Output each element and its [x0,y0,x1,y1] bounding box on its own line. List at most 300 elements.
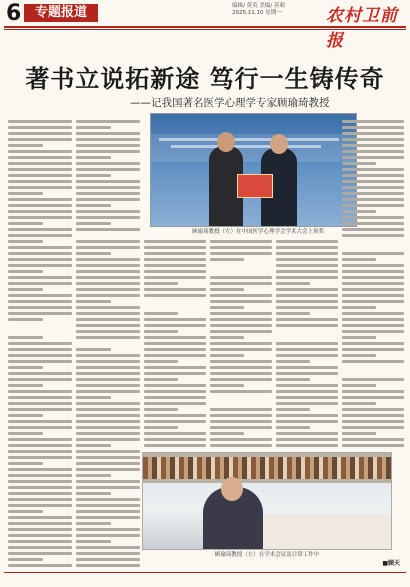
text-line [276,318,338,321]
text-line [76,120,140,123]
article-headline: 著书立说拓新途 笃行一生铸传奇 [25,64,385,93]
text-line [8,510,43,513]
section-label: 专题报道 [24,4,98,22]
text-line [8,306,72,309]
text-line [76,222,111,225]
text-line [8,540,72,543]
text-line [144,324,206,327]
text-line [8,168,72,171]
text-line [8,186,72,189]
text-line [76,540,111,543]
text-line [76,264,140,267]
text-line [276,366,338,369]
text-line [144,240,206,243]
books [143,457,391,479]
certificate [237,174,273,198]
text-line [8,192,43,195]
header-rule-thin [4,29,406,30]
text-line [8,516,72,519]
text-line [8,564,72,567]
text-line [76,354,140,357]
text-line [144,378,178,381]
text-line [342,216,404,219]
text-line [210,288,244,291]
text-line [76,150,140,153]
text-line [342,354,376,357]
page-number: 6 [6,1,22,26]
text-line [342,288,404,291]
text-line [276,348,338,351]
text-line [8,282,72,285]
text-line [342,420,404,423]
text-line [210,240,272,243]
text-line [276,324,338,327]
text-line [342,234,404,237]
text-line [8,486,72,489]
text-line [8,276,72,279]
text-line [342,132,404,135]
text-line [342,186,404,189]
text-line [342,210,376,213]
text-line [210,324,272,327]
text-line [76,546,140,549]
banner-text-line [171,145,321,148]
text-line [76,282,140,285]
text-line [76,210,140,213]
text-line [342,348,404,351]
newspaper-brand: 农村卫前报 [326,6,398,51]
text-line [342,180,404,183]
text-line [144,384,206,387]
text-line [8,138,72,141]
text-line [76,450,140,453]
editor-line: 编辑/ 黄英 美编/ 苏莉 [232,3,285,9]
text-line [276,246,338,249]
text-line [342,276,404,279]
text-line [76,246,140,249]
text-line [276,426,310,429]
text-line [76,174,111,177]
text-line [144,432,206,435]
text-line [76,378,140,381]
text-line [210,366,272,369]
text-line [342,144,404,147]
text-line [76,144,140,147]
text-line [342,294,404,297]
text-line [144,426,178,429]
text-line [144,276,206,279]
text-line [342,228,404,231]
text-line [210,408,272,411]
text-line [8,132,72,135]
text-line [76,438,140,441]
text-line [8,372,72,375]
text-line [210,246,272,249]
text-line [8,252,72,255]
text-line [76,162,140,165]
text-line [342,318,404,321]
text-line [276,282,310,285]
text-line [76,324,140,327]
person-left-head [217,132,235,152]
text-line [76,432,140,435]
text-line [210,438,272,441]
header-meta [232,3,320,17]
text-line [210,312,272,315]
text-line [342,300,404,303]
text-line [76,294,140,297]
text-line [8,222,43,225]
text-line [342,156,404,159]
text-line [144,372,206,375]
text-line [8,294,72,297]
text-line [276,270,338,273]
text-line [276,354,338,357]
text-line [342,402,376,405]
text-line [8,162,72,165]
text-line [210,354,244,357]
text-line [8,360,72,363]
text-line [276,420,338,423]
text-line [144,288,206,291]
text-line [76,468,140,471]
text-line [8,420,72,423]
text-line [76,372,140,375]
text-line [144,414,206,417]
text-line [8,426,72,429]
text-line [342,222,404,225]
text-line [76,360,140,363]
text-line [144,354,206,357]
text-line [276,402,338,405]
text-line [76,312,140,315]
text-line [8,450,72,453]
office-photo [142,452,392,550]
text-line [76,402,140,405]
text-line [210,276,272,279]
text-line [76,126,111,129]
text-line [342,414,404,417]
text-line [76,552,140,555]
photo-caption: 顾瑜琦教授（左）在中国医学心理学会学术大会上领奖 [191,229,324,235]
text-line [342,192,404,195]
text-line [210,432,244,435]
text-line [144,366,206,369]
text-line [144,420,206,423]
text-line [210,342,272,345]
text-line [8,402,72,405]
text-line [8,264,72,267]
text-line [144,282,178,285]
text-line [342,324,404,327]
text-line [144,246,206,249]
text-line [210,372,272,375]
text-line [8,204,72,207]
text-line [76,408,140,411]
text-line [76,480,140,483]
text-line [210,360,272,363]
text-line [8,558,43,561]
text-line [8,150,72,153]
text-line [76,528,140,531]
text-line [210,252,272,255]
text-line [8,180,72,183]
text-line [76,258,140,261]
text-line [76,486,140,489]
text-line [8,174,72,177]
text-line [276,384,338,387]
text-line [76,534,140,537]
text-line [144,318,206,321]
text-line [342,408,404,411]
text-line [76,240,140,243]
text-line [8,210,72,213]
text-line [210,414,272,417]
text-line [276,306,338,309]
text-line [8,492,72,495]
text-line [76,426,140,429]
text-line [8,462,43,465]
text-line [210,384,244,387]
text-line [144,438,206,441]
text-line [8,300,72,303]
text-line [210,282,272,285]
desk [263,515,391,549]
text-line [342,258,376,261]
date-line: 2025.11.10 星期一 [232,10,282,16]
text-line [76,420,140,423]
text-line [210,336,244,339]
text-line [342,378,404,381]
text-line [8,312,72,315]
text-line [76,558,140,561]
text-line [342,126,404,129]
text-line [342,174,404,177]
text-line [342,252,404,255]
text-line [8,378,72,381]
text-line [8,336,43,339]
text-line [276,276,338,279]
award-photo [150,113,357,227]
text-line [8,318,43,321]
photo2-caption: 顾瑜琦教授（左）在学术会议及日常工作中 [214,552,320,558]
text-line [76,252,111,255]
text-line [144,336,206,339]
banner-text-line [159,138,339,141]
text-line [276,372,338,375]
text-line [342,330,404,333]
text-line [342,150,404,153]
text-line [342,168,404,171]
text-line [342,438,404,441]
text-line [144,390,206,393]
text-line [76,348,111,351]
text-line [342,444,404,447]
text-line [8,522,72,525]
text-line [8,144,43,147]
text-line [76,132,140,135]
text-line [76,318,140,321]
text-line [276,294,338,297]
text-line [76,300,111,303]
text-line [342,204,404,207]
text-line [76,216,140,219]
text-line [76,492,111,495]
text-line [76,204,111,207]
text-line [8,234,72,237]
text-line [8,342,72,345]
text-line [8,444,72,447]
text-line [276,408,310,411]
text-line [342,384,376,387]
person-right-head [270,134,288,154]
text-line [276,240,338,243]
text-line [210,378,272,381]
text-line [8,552,72,555]
text-line [342,270,404,273]
text-line [8,390,72,393]
text-line [8,480,72,483]
text-line [144,402,206,405]
text-line [144,258,206,261]
text-line [76,510,140,513]
text-line [342,342,404,345]
text-line [8,474,72,477]
text-line [76,498,140,501]
text-line [144,270,206,273]
text-line [76,396,111,399]
text-line [8,270,43,273]
text-line [76,390,140,393]
text-line [8,528,72,531]
text-line [342,162,376,165]
text-line [144,264,206,267]
text-line [76,504,140,507]
text-line [8,348,72,351]
text-line [276,438,338,441]
text-line [342,198,404,201]
text-line [76,462,140,465]
text-line [342,120,404,123]
text-line [8,414,43,417]
text-line [8,546,72,549]
text-line [144,348,206,351]
text-line [276,444,338,447]
text-line [76,474,111,477]
text-line [76,198,140,201]
text-line [76,456,140,459]
text-line [276,258,338,261]
article-subhead: ——记我国著名医学心理学专家顾瑜琦教授 [130,97,330,109]
text-line [76,336,140,339]
text-line [76,330,140,333]
text-line [76,228,140,231]
text-line [144,396,206,399]
text-line [8,120,72,123]
text-line [144,360,178,363]
author-byline: ■顾天 [382,560,400,567]
text-line [342,264,404,267]
text-line [8,198,72,201]
text-line [76,168,140,171]
text-line [210,420,272,423]
text-line [276,300,338,303]
text-line [8,408,72,411]
text-line [76,186,140,189]
text-line [8,432,43,435]
text-line [144,342,206,345]
text-line [144,408,178,411]
text-line [8,240,43,243]
text-line [342,360,404,363]
person-seated-head [221,477,243,501]
text-line [76,138,140,141]
text-line [276,342,338,345]
text-line [276,390,338,393]
text-line [342,312,404,315]
text-line [76,564,140,567]
text-line [144,294,206,297]
text-line [76,366,140,369]
text-line [8,456,72,459]
text-line [144,312,178,315]
text-line [8,384,43,387]
text-line [144,330,178,333]
footer-rule [4,572,406,573]
text-line [76,288,140,291]
text-line [276,312,310,315]
text-line [76,180,140,183]
text-line [210,306,244,309]
text-line [8,288,43,291]
text-line [8,504,72,507]
text-line [8,216,72,219]
text-line [276,396,338,399]
text-line [276,252,338,255]
text-line [342,396,404,399]
text-line [342,138,404,141]
text-line [276,288,338,291]
text-line [8,396,72,399]
text-line [144,444,206,447]
text-line [8,354,72,357]
text-line [342,426,404,429]
text-line [210,300,272,303]
text-line [342,306,376,309]
header-rule [4,26,406,28]
text-line [76,192,140,195]
text-line [8,258,72,261]
text-line [76,306,140,309]
text-line [210,348,272,351]
text-line [276,432,338,435]
text-line [8,126,72,129]
text-line [342,390,404,393]
text-line [276,414,338,417]
text-line [76,522,111,525]
text-line [276,378,310,381]
text-line [342,432,376,435]
text-line [76,444,111,447]
text-line [210,426,272,429]
text-line [210,444,272,447]
text-line [8,498,72,501]
text-line [210,258,244,261]
text-line [210,294,272,297]
text-line [342,336,376,339]
text-line [76,270,140,273]
text-line [144,252,206,255]
